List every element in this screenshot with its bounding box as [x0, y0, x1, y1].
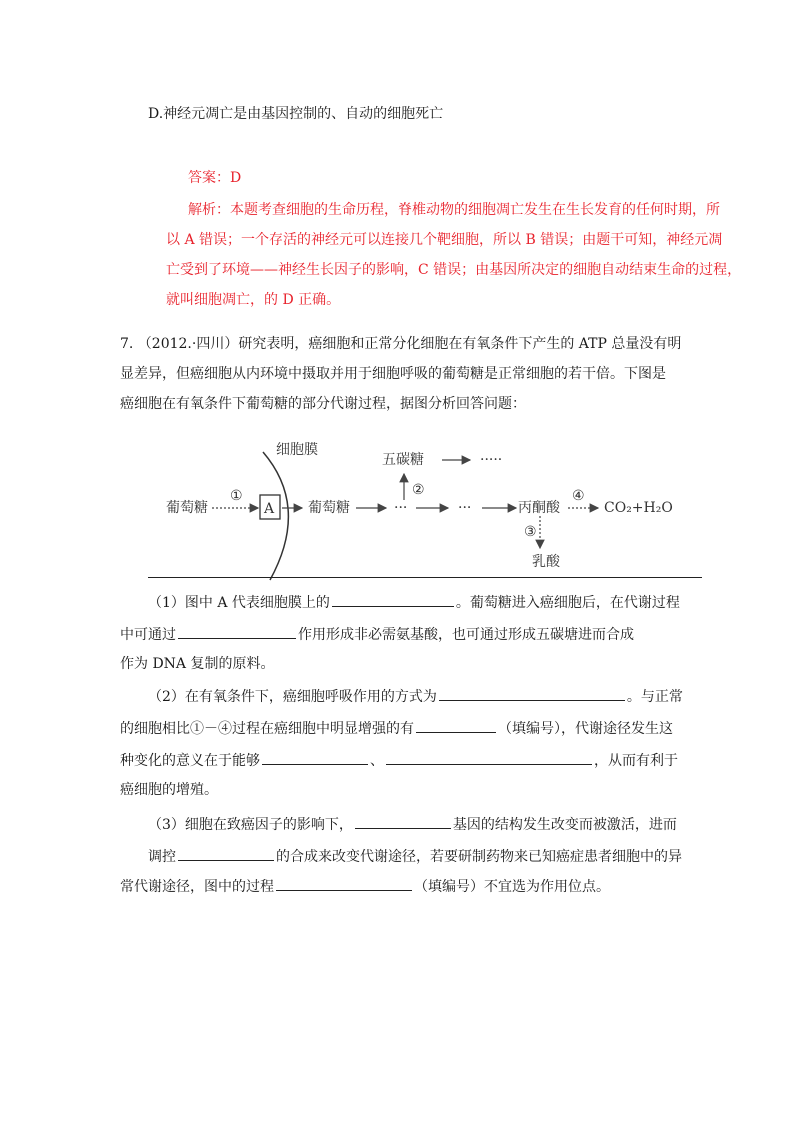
lactate-label: 乳酸: [532, 554, 560, 570]
step-2-label: ②: [412, 482, 425, 498]
answer-blank-5[interactable]: [262, 750, 368, 765]
transporter-a-label: A: [264, 501, 275, 517]
dots-middle-2: ···: [458, 500, 472, 516]
step-3-label: ③: [524, 524, 537, 540]
step-4-label: ④: [572, 488, 585, 504]
answer-blank-8[interactable]: [178, 846, 274, 861]
membrane-label: 细胞膜: [276, 442, 318, 458]
analysis-line-1: 解析：本题考查细胞的生命历程，脊椎动物的细胞凋亡发生在生长发育的任何时期，所: [188, 202, 720, 218]
answer: 答案：D: [188, 170, 242, 186]
subq-2-line-4: 癌细胞的增殖。: [120, 782, 218, 798]
subq-3-line-3: 常代谢途径，图中的过程 （填编号）不宜选为作用位点。: [120, 876, 610, 897]
products-label: CO₂+H₂O: [604, 500, 673, 516]
subq-2-line-1: （2）在有氧条件下，癌细胞呼吸作用的方式为 。与正常: [148, 686, 683, 707]
dots-top: ·····: [480, 452, 503, 468]
answer-blank-4[interactable]: [416, 718, 496, 733]
pentose-label: 五碳糖: [382, 452, 424, 468]
subq-1-line-3: 作为 DNA 复制的原料。: [120, 656, 275, 672]
subq-1-line-2: 中可通过 作用形成非必需氨基酸，也可通过形成五碳塘进而合成: [120, 624, 634, 645]
answer-blank-2[interactable]: [178, 624, 296, 639]
answer-blank-3[interactable]: [439, 686, 625, 701]
subq-3-line-1: （3）细胞在致癌因子的影响下， 基因的结构发生改变而被激活，进而: [148, 814, 677, 835]
subq-3-line-2: 调控 的合成来改变代谢途径，若要研制药物来已知癌症患者细胞中的异: [148, 846, 682, 867]
analysis-line-2: 以 A 错误；一个存活的神经元可以连接几个靶细胞，所以 B 错误；由题干可知，神经元凋: [166, 232, 723, 248]
analysis-line-4: 就叫细胞凋亡，的 D 正确。: [166, 292, 341, 308]
question-7-line-3: 癌细胞在有氧条件下葡萄糖的部分代谢过程，据图分析回答问题：: [120, 396, 526, 412]
analysis-line-3: 亡受到了环境——神经生长因子的影响，C 错误；由基因所决定的细胞自动结束生命的过程，: [166, 262, 742, 278]
pyruvate-label: 丙酮酸: [518, 500, 560, 516]
metabolism-diagram: [160, 432, 720, 582]
option-d: D.神经元凋亡是由基因控制的、自动的细胞死亡: [148, 106, 444, 122]
question-7-line-2: 显差异，但癌细胞从内环境中摄取并用于细胞呼吸的葡萄糖是正常细胞的若干倍。下图是: [120, 366, 666, 382]
dots-middle-1: ···: [394, 500, 408, 516]
subq-1-line-1: （1）图中 A 代表细胞膜上的 。葡萄糖进入癌细胞后，在代谢过程: [148, 592, 680, 613]
answer-blank-6[interactable]: [386, 750, 592, 765]
step-1-label: ①: [230, 488, 243, 504]
answer-blank-7[interactable]: [355, 814, 451, 829]
subq-2-line-2: 的细胞相比①－④过程在癌细胞中明显增强的有 （填编号），代谢途径发生这: [120, 718, 673, 739]
answer-blank-9[interactable]: [276, 876, 412, 891]
answer-blank-1[interactable]: [332, 592, 454, 607]
glucose-outside-label: 葡萄糖: [166, 500, 208, 516]
subq-2-line-3: 种变化的意义在于能够 、 ，从而有利于: [120, 750, 678, 771]
question-7-line-1: 7. （2012.·四川）研究表明，癌细胞和正常分化细胞在有氧条件下产生的 ATP 总量没有明: [120, 336, 682, 352]
divider-rule: [148, 577, 702, 578]
glucose-inside-label: 葡萄糖: [308, 500, 350, 516]
